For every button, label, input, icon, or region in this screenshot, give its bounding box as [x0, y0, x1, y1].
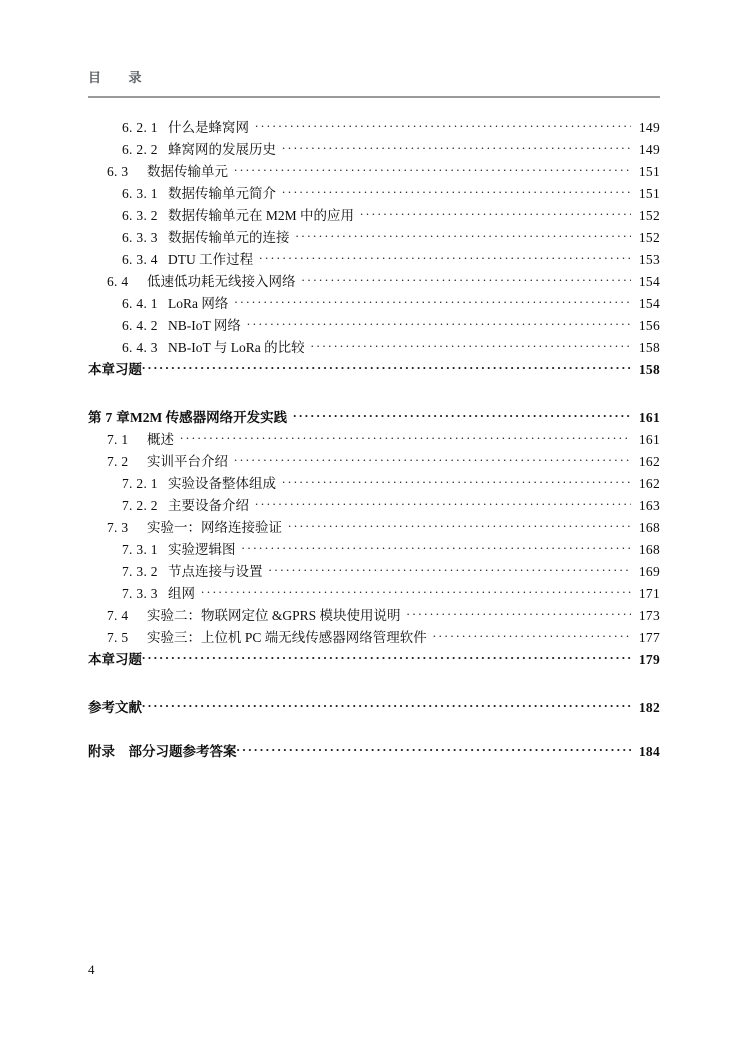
toc-entry[interactable] [88, 270, 660, 292]
toc-entry[interactable] [88, 740, 660, 762]
toc-entry-number: 6. 4. 1 [122, 296, 158, 311]
toc-entry-number: 6. 3 [107, 164, 129, 179]
toc-dot-leader [282, 475, 631, 488]
toc-entry-number: 7. 1 [107, 432, 129, 447]
toc-entry-number: 7. 3 [107, 520, 129, 535]
toc-entry[interactable] [88, 648, 660, 670]
toc-entry-page: 168 [638, 520, 660, 535]
toc-entry-label: NB-IoT 与 LoRa 的比较 [168, 340, 305, 355]
toc-entry-label: DTU 工作过程 [168, 252, 254, 267]
toc-entry-label: 附录 部分习题参考答案 [88, 744, 237, 759]
toc-entry[interactable] [88, 582, 660, 604]
running-head [88, 70, 660, 86]
toc-entry-number: 7. 3. 3 [122, 586, 158, 601]
toc-entry-number: 6. 3. 1 [122, 186, 158, 201]
toc-dot-leader [282, 185, 631, 198]
toc-dot-leader [255, 497, 631, 510]
toc-entry-page: 153 [638, 252, 660, 267]
toc-entry[interactable] [88, 138, 660, 160]
toc-dot-leader [269, 563, 632, 576]
toc-entry-label: 本章习题 [88, 652, 142, 667]
toc-entry-number: 7. 2. 1 [122, 476, 158, 491]
toc-dot-leader [311, 339, 631, 352]
toc-entry-number: 6. 3. 4 [122, 252, 158, 267]
toc-entry-label: 实验二：物联网定位 &GPRS 模块使用说明 [147, 608, 401, 623]
toc-entry-label: 数据传输单元的连接 [168, 230, 290, 245]
toc-entry-label: 实验三：上位机 PC 端无线传感器网络管理软件 [147, 630, 427, 645]
toc-entry-label: 实训平台介绍 [147, 454, 228, 469]
toc-entry[interactable] [88, 450, 660, 472]
toc-entry[interactable] [88, 472, 660, 494]
toc-entry-page: 154 [638, 274, 660, 289]
toc-entry-label: 数据传输单元在 M2M 中的应用 [168, 208, 355, 223]
toc-entry-number: 7. 4 [107, 608, 129, 623]
toc-entry-number: 7. 2. 2 [122, 498, 158, 513]
toc-entry-page: 151 [638, 186, 660, 201]
toc-entry-page: 149 [638, 120, 660, 135]
page-number: 4 [88, 962, 95, 977]
toc-entry-label: 低速低功耗无线接入网络 [147, 274, 296, 289]
toc-entry-label: 蜂窝网的发展历史 [168, 142, 276, 157]
toc-entry-page: 179 [638, 652, 660, 667]
toc-entry-label: 节点连接与设置 [168, 564, 263, 579]
toc-dot-leader [242, 541, 632, 554]
toc-dot-leader [360, 207, 631, 220]
toc-entry[interactable] [88, 116, 660, 138]
toc-entry[interactable] [88, 204, 660, 226]
toc-entry-number: 6. 2. 1 [122, 120, 158, 135]
toc-entry[interactable] [88, 626, 660, 648]
toc-entry-page: 182 [638, 700, 660, 715]
toc-entry-label: 实验一：网络连接验证 [147, 520, 282, 535]
toc-entry[interactable] [88, 494, 660, 516]
toc-entry-page: 161 [638, 432, 660, 447]
toc-dot-leader [255, 119, 631, 132]
toc-entry[interactable] [88, 358, 660, 380]
toc-entry-page: 162 [638, 454, 660, 469]
toc-entry[interactable] [88, 516, 660, 538]
toc-entry-page: 168 [638, 542, 660, 557]
toc-entry-page: 152 [638, 208, 660, 223]
toc-entry[interactable] [88, 604, 660, 626]
toc-dot-leader [259, 251, 631, 264]
toc-entry-number: 7. 2 [107, 454, 129, 469]
toc-entry-number: 6. 2. 2 [122, 142, 158, 157]
toc-entry-page: 152 [638, 230, 660, 245]
toc-entry-page: 173 [638, 608, 660, 623]
toc-entry[interactable] [88, 428, 660, 450]
toc-entry-number: 7. 5 [107, 630, 129, 645]
toc-entry-number: 6. 4. 2 [122, 318, 158, 333]
toc-entry-label: 实验设备整体组成 [168, 476, 276, 491]
toc-dot-leader [296, 229, 632, 242]
toc-entry-label: 主要设备介绍 [168, 498, 249, 513]
toc-entry[interactable] [88, 226, 660, 248]
toc-dot-leader [293, 409, 631, 422]
toc-dot-leader [433, 629, 631, 642]
toc-entry[interactable] [88, 560, 660, 582]
toc-entry-label: 数据传输单元简介 [168, 186, 276, 201]
toc-entry-page: 158 [638, 362, 660, 377]
toc-dot-leader [247, 317, 631, 330]
toc-entry-label: 本章习题 [88, 362, 142, 377]
toc-dot-leader [201, 585, 631, 598]
toc-entry-label: 数据传输单元 [147, 164, 228, 179]
toc-dot-leader [142, 699, 631, 712]
toc-entry[interactable] [88, 336, 660, 358]
header-divider [88, 96, 660, 98]
toc-entry[interactable] [88, 248, 660, 270]
toc-entry-number: 第 7 章 [88, 410, 130, 425]
toc-dot-leader [288, 519, 631, 532]
toc-entry-page: 161 [638, 410, 660, 425]
running-head-title: 目 录 [88, 70, 143, 85]
toc-entry-page: 154 [638, 296, 660, 311]
toc-entry-label: 实验逻辑图 [168, 542, 236, 557]
toc-entry-page: 177 [638, 630, 660, 645]
toc-dot-leader [234, 453, 631, 466]
toc-entry-page: 184 [638, 744, 660, 759]
toc-dot-leader [180, 431, 631, 444]
toc-entry-label: 组网 [168, 586, 195, 601]
toc-entry-label: M2M 传感器网络开发实践 [130, 410, 288, 425]
toc-entry-page: 149 [638, 142, 660, 157]
toc-entry-number: 6. 3. 3 [122, 230, 158, 245]
toc-entry-page: 156 [638, 318, 660, 333]
toc-entry-label: NB-IoT 网络 [168, 318, 241, 333]
toc-dot-leader [234, 163, 631, 176]
toc-dot-leader [142, 651, 631, 664]
toc-entry-page: 163 [638, 498, 660, 513]
toc-entry-number: 6. 4 [107, 274, 129, 289]
toc-dot-leader [302, 273, 632, 286]
toc-entry-page: 151 [638, 164, 660, 179]
toc-entry-label: LoRa 网络 [168, 296, 229, 311]
toc-entry-number: 6. 3. 2 [122, 208, 158, 223]
toc-entry[interactable] [88, 160, 660, 182]
toc-entry[interactable] [88, 696, 660, 718]
toc-entry[interactable] [88, 182, 660, 204]
toc-entry-number: 7. 3. 2 [122, 564, 158, 579]
toc-entry-page: 169 [638, 564, 660, 579]
table-of-contents [88, 116, 660, 762]
toc-entry[interactable] [88, 406, 660, 428]
toc-entry[interactable] [88, 538, 660, 560]
toc-dot-leader [282, 141, 631, 154]
toc-entry[interactable] [88, 314, 660, 336]
toc-entry-label: 概述 [147, 432, 174, 447]
toc-entry-number: 6. 4. 3 [122, 340, 158, 355]
toc-entry-label: 参考文献 [88, 700, 142, 715]
toc-dot-leader [407, 607, 631, 620]
toc-dot-leader [237, 743, 632, 756]
toc-entry-number: 7. 3. 1 [122, 542, 158, 557]
toc-entry-page: 162 [638, 476, 660, 491]
toc-dot-leader [142, 361, 631, 374]
toc-entry-label: 什么是蜂窝网 [168, 120, 249, 135]
toc-dot-leader [234, 295, 631, 308]
toc-entry-page: 171 [638, 586, 660, 601]
toc-entry-page: 158 [638, 340, 660, 355]
toc-entry[interactable] [88, 292, 660, 314]
